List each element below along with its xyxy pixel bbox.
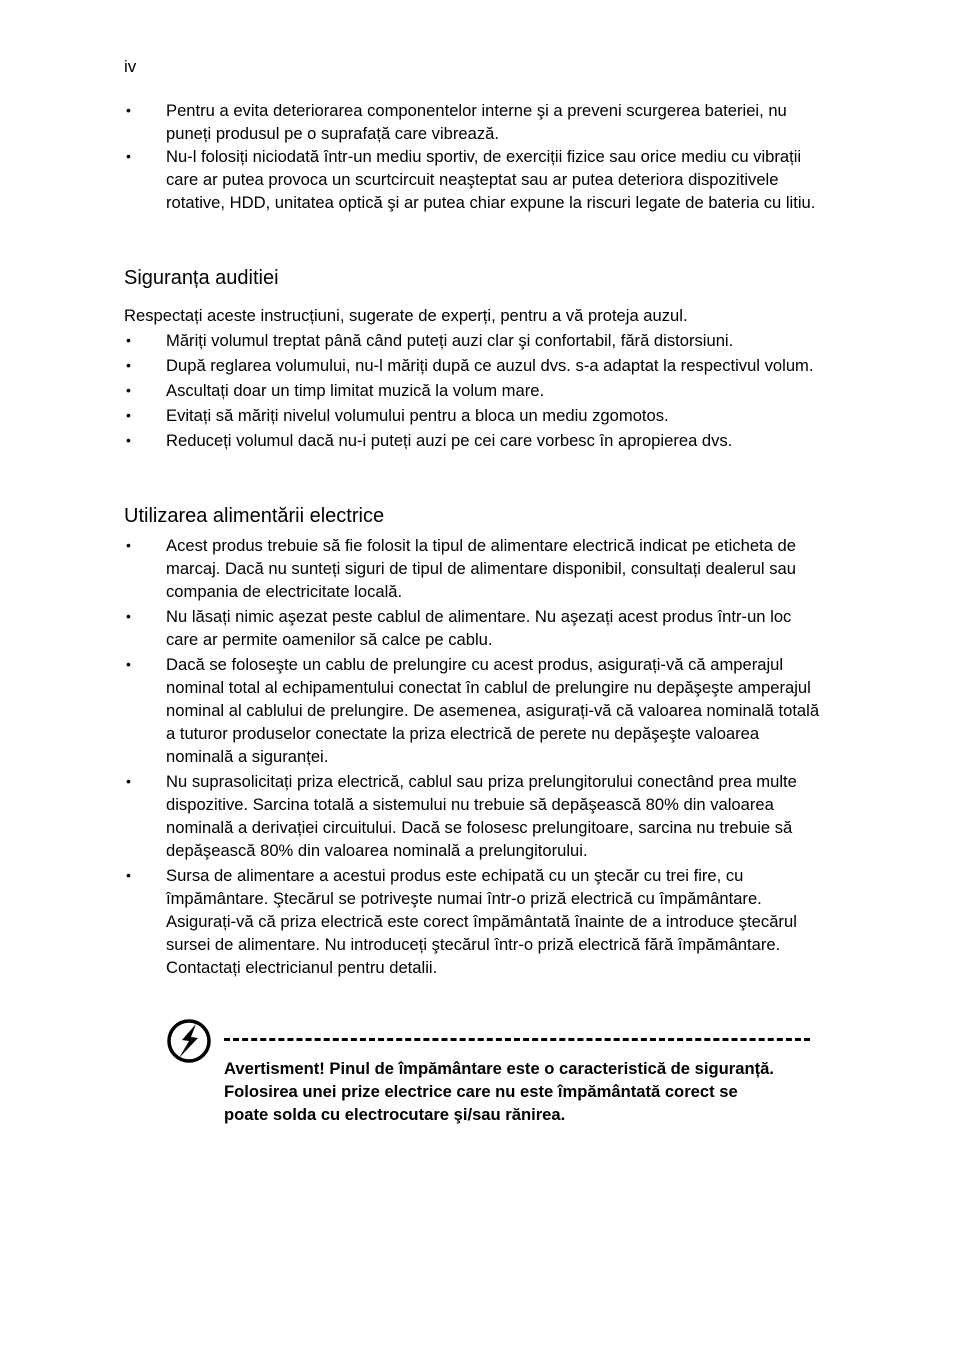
bullet: • — [126, 432, 131, 448]
section-heading-electric: Utilizarea alimentării electrice — [124, 505, 385, 527]
section-intro-hearing: Respectați aceste instrucțiuni, sugerate de experți, pentru a vă proteja auzul. — [124, 306, 688, 325]
page-number: iv — [124, 57, 137, 76]
bullet: • — [126, 382, 131, 398]
list-item: • Nu suprasolicitați priza electrică, cablul sau priza prelungitorului conectând prea multe dispozitive. Sarcina totală a sistemului nu trebuie să depăşească 80% din valoarea nominală a derivației circuitului. Dacă se folosesc prelungitoare, sarcina nu trebuie să depăşească 80% din valoarea nominală a prelungitorului. — [126, 772, 797, 860]
bullet: • — [126, 656, 131, 672]
bullet: • — [126, 773, 131, 789]
list-item: • Nu lăsați nimic aşezat peste cablul de alimentare. Nu aşezați acest produs într-un loc care ar permite oamenilor să calce pe cablu. — [126, 607, 792, 649]
list-item: • Reduceți volumul dacă nu-i puteți auzi pe cei care vorbesc în apropierea dvs. — [126, 431, 733, 450]
bullet: • — [126, 608, 131, 624]
list-item: • Nu-l folosiți niciodată într-un mediu sportiv, de exerciții fizice sau orice mediu cu vibrații care ar putea provoca un scurtcircuit neaşteptat sau ar putea deteriora dispozitivele rotative, HDD, unitatea optică şi ar putea chiar expune la riscuri legate de bateria cu litiu. — [126, 147, 816, 212]
bullet: • — [126, 102, 131, 118]
bullet: • — [126, 867, 131, 883]
list-item: • Măriți volumul treptat până când puteți auzi clar şi confortabil, fără distorsiuni. — [126, 331, 734, 350]
section-heading-hearing: Siguranța auditiei — [124, 267, 279, 289]
list-item: • Ascultați doar un timp limitat muzică la volum mare. — [126, 381, 545, 400]
bullet: • — [126, 407, 131, 423]
bullet: • — [126, 357, 131, 373]
bullet: • — [126, 148, 131, 164]
electric-list — [124, 534, 824, 981]
list-item: • Dacă se foloseşte un cablu de prelungire cu acest produs, asigurați-vă că amperajul nominal total al echipamentului conectat în cablul de prelungire nu depăşeşte amperajul nominal al cablului de prelungire. De asemenea, asigurați-vă că valoarea nominală totală a tuturor produselor conectate la priza electrică de perete nu depăşeşte valoarea nominală a siguranței. — [126, 655, 820, 766]
list-item: • Pentru a evita deteriorarea componentelor interne şi a preveni scurgerea bateriei, nu puneți produsul pe o suprafață care vibrează. — [126, 101, 787, 143]
lightning-warning-icon — [166, 1018, 212, 1064]
warning-divider — [224, 1038, 810, 1041]
list-item: • Sursa de alimentare a acestui produs este echipată cu un ştecăr cu trei fire, cu împământare. Ştecărul se potriveşte numai într-o priză electrică cu împământare. Asigurați-vă că priza electrică este corect împământată înainte de a introduce ştecărul sursei de alimentare. Nu introduceți ştecărul într-o priză electrică fără împământare. Contactați electricianul pentru detalii. — [126, 866, 797, 977]
list-item: • Acest produs trebuie să fie folosit la tipul de alimentare electrică indicat pe eticheta de marcaj. Dacă nu sunteți siguri de tipul de alimentare disponibil, consultați dealerul sau compania de electricitate locală. — [126, 536, 796, 601]
hearing-list — [124, 329, 824, 454]
warning-text: Avertisment! Pinul de împământare este o caracteristică de siguranță. Folosirea unei prize electrice care nu este împământată corect se poate solda cu electrocutare şi/sau rănirea. — [224, 1059, 774, 1124]
bullet: • — [126, 537, 131, 553]
list-item: • Evitați să măriți nivelul volumului pentru a bloca un mediu zgomotos. — [126, 406, 669, 425]
list-item: • După reglarea volumului, nu-l măriți după ce auzul dvs. s-a adaptat la respectivul volum. — [126, 356, 814, 375]
bullet: • — [126, 332, 131, 348]
intro-list — [124, 99, 824, 214]
